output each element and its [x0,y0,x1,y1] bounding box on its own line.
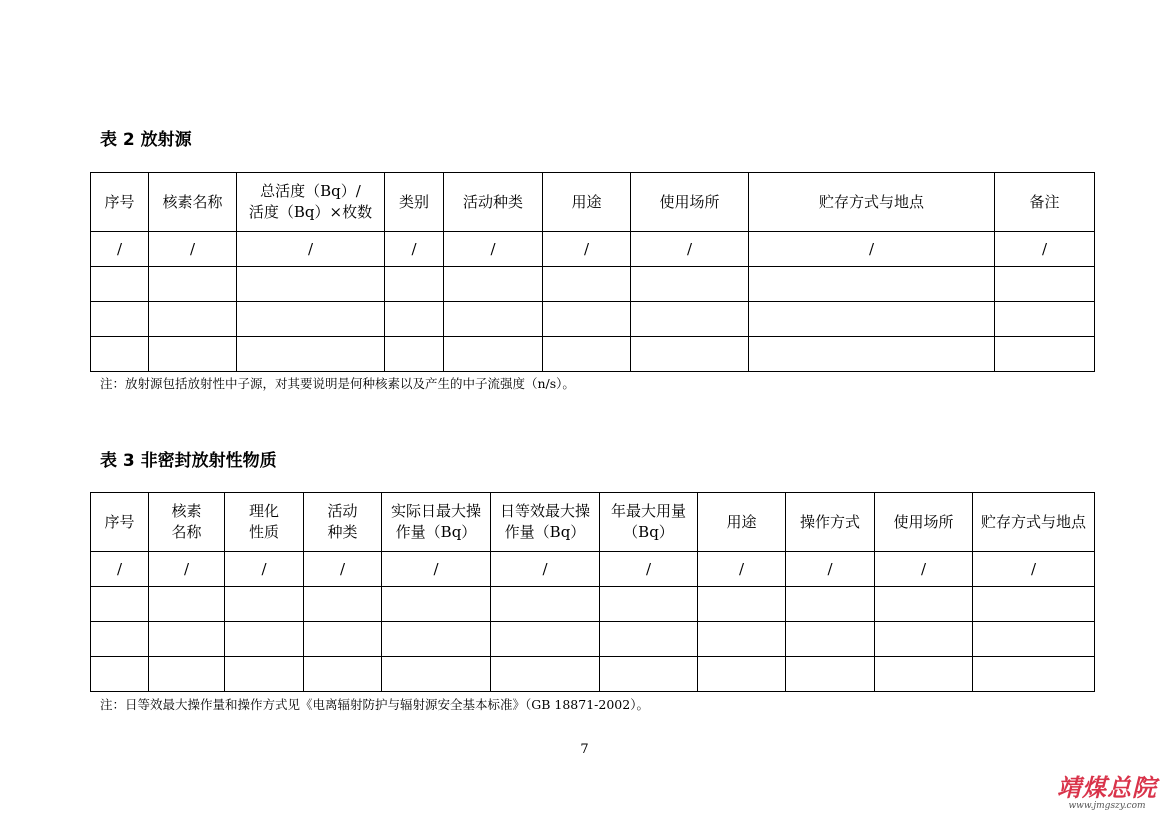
table-cell [600,587,698,622]
table-cell [749,267,995,302]
page-number: 7 [580,742,589,757]
table-cell [304,657,382,692]
table-cell [543,267,631,302]
table-cell [749,302,995,337]
table-cell [543,302,631,337]
table2-header-category: 类别 [385,173,444,232]
table-cell [786,657,875,692]
table-cell [149,657,225,692]
table3-header-purpose: 用途 [698,493,786,552]
table2-header-location: 使用场所 [631,173,749,232]
table-cell [237,337,385,372]
table3-header-nuclide: 核素 名称 [149,493,225,552]
table-cell [786,622,875,657]
table-row [91,267,1095,302]
table-cell: / [91,552,149,587]
table2-header-purpose: 用途 [543,173,631,232]
table-cell: / [875,552,973,587]
table-cell [491,622,600,657]
table-cell [237,267,385,302]
table2-title: 表 2 放射源 [100,130,192,150]
table-cell [875,622,973,657]
table-cell [91,302,149,337]
table-cell [973,622,1095,657]
table-cell: / [444,232,543,267]
table2-header-nuclide: 核素名称 [149,173,237,232]
table-cell [149,587,225,622]
table-cell: / [786,552,875,587]
table-cell [91,337,149,372]
table-cell [225,657,304,692]
table-cell: / [631,232,749,267]
table-cell [698,657,786,692]
table-cell [600,622,698,657]
table-cell [225,622,304,657]
table2-radioactive-sources [90,172,1095,372]
table-cell [382,622,491,657]
table-cell [973,657,1095,692]
table3-header-row [91,493,1095,552]
table-cell [149,337,237,372]
table-cell [149,267,237,302]
table3-unsealed-radioactive-materials [90,492,1095,692]
table-cell [149,302,237,337]
table-cell [631,337,749,372]
watermark-url: www.jmgszy.com [1068,801,1146,811]
table-cell [444,302,543,337]
watermark-logo [1057,775,1157,812]
table-cell [444,337,543,372]
table-cell: / [237,232,385,267]
table-cell [382,587,491,622]
table2-footnote: 注：放射源包括放射性中子源，对其要说明是何种核素以及产生的中子流强度（n/s）。 [100,376,575,391]
table-row [91,302,1095,337]
table-cell: / [385,232,444,267]
table-cell: / [600,552,698,587]
table3-header-actual-daily-max: 实际日最大操 作量（Bq） [382,493,491,552]
table-cell [995,302,1095,337]
table3-header-index: 序号 [91,493,149,552]
table-cell [631,302,749,337]
table-cell [491,657,600,692]
table-cell [385,302,444,337]
table-cell: / [149,232,237,267]
table-cell [91,622,149,657]
table-cell [631,267,749,302]
table-cell [749,337,995,372]
table-cell: / [491,552,600,587]
table-cell: / [91,232,149,267]
table-cell: / [382,552,491,587]
table-cell: / [995,232,1095,267]
table-cell [543,337,631,372]
table2-header-activity: 总活度（Bq）/ 活度（Bq）×枚数 [237,173,385,232]
table-cell [385,267,444,302]
table3-header-equivalent-daily-max: 日等效最大操 作量（Bq） [491,493,600,552]
table3-footnote: 注：日等效最大操作量和操作方式见《电离辐射防护与辐射源安全基本标准》（GB 18871-2002）。 [100,697,649,712]
table-cell: / [698,552,786,587]
table3-header-storage: 贮存方式与地点 [973,493,1095,552]
table3-header-operation-mode: 操作方式 [786,493,875,552]
table-row [91,337,1095,372]
table-cell [973,587,1095,622]
table-row [91,657,1095,692]
table-cell [698,622,786,657]
table-cell [995,267,1095,302]
table-cell: / [304,552,382,587]
table-cell [385,337,444,372]
table-row [91,552,1095,587]
table-cell [91,267,149,302]
table-cell [444,267,543,302]
table2-header-storage: 贮存方式与地点 [749,173,995,232]
table-cell [698,587,786,622]
watermark-logo-text: 靖煤总院 [1057,773,1157,802]
table-cell [875,587,973,622]
table-cell [91,657,149,692]
table-cell: / [749,232,995,267]
table2-header-row [91,173,1095,232]
table2-header-index: 序号 [91,173,149,232]
table-cell [304,587,382,622]
table3-header-activity-type: 活动 种类 [304,493,382,552]
table-cell [91,587,149,622]
table3-title: 表 3 非密封放射性物质 [100,451,277,471]
table2-header-remarks: 备注 [995,173,1095,232]
table3-header-properties: 理化 性质 [225,493,304,552]
table-row [91,232,1095,267]
table-cell [995,337,1095,372]
table-cell [382,657,491,692]
table-cell: / [543,232,631,267]
table3-header-annual-max: 年最大用量 （Bq） [600,493,698,552]
table-cell: / [149,552,225,587]
table-cell [149,622,225,657]
table-cell [786,587,875,622]
table-row [91,622,1095,657]
table3-header-location: 使用场所 [875,493,973,552]
table-cell: / [973,552,1095,587]
table-cell [237,302,385,337]
table-cell [225,587,304,622]
table-cell [304,622,382,657]
table-cell: / [225,552,304,587]
table-cell [600,657,698,692]
table-row [91,587,1095,622]
table2-header-activity-type: 活动种类 [444,173,543,232]
table-cell [875,657,973,692]
table-cell [491,587,600,622]
